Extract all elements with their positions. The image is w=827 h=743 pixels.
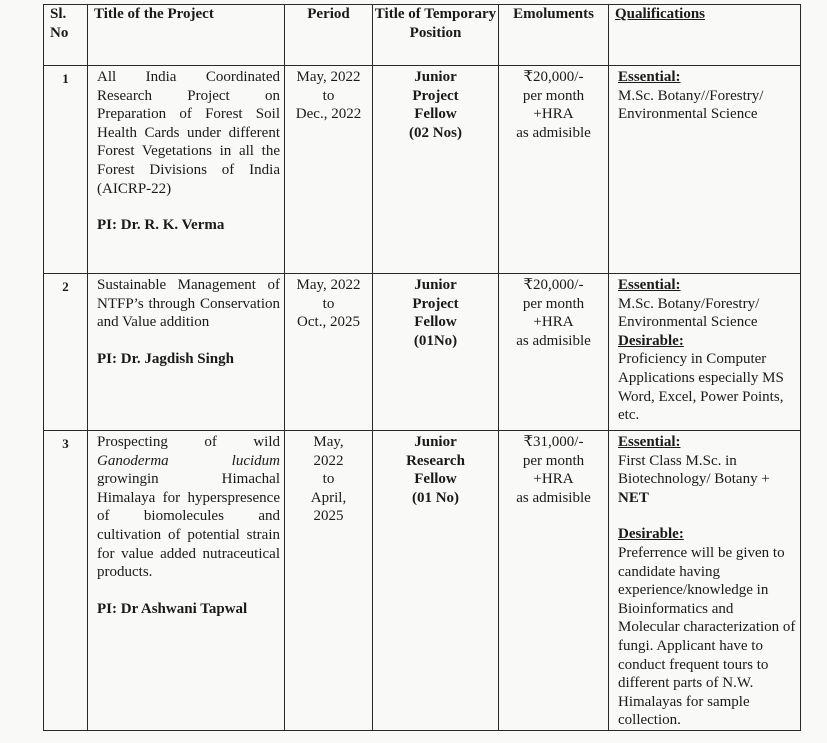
period-start-year: 2022 xyxy=(313,452,344,469)
emolument-amount: ₹20,000/- xyxy=(523,277,584,293)
period-start: May, xyxy=(313,434,344,450)
principal-investigator: PI: Dr. R. K. Verma xyxy=(97,217,225,234)
header-row xyxy=(44,5,801,66)
header-sl-no: Sl. No xyxy=(44,5,88,66)
essential-label: Essential: xyxy=(618,277,681,293)
project-positions-table xyxy=(43,4,801,731)
header-qualifications: Qualifications xyxy=(609,5,801,66)
emolument-admissible: as admisible xyxy=(516,489,591,506)
position-cell xyxy=(373,274,499,431)
essential-text: M.Sc. Botany//Forestry/ Environmental Science xyxy=(618,87,764,123)
period-cell xyxy=(285,274,373,431)
qualifications-cell xyxy=(609,66,801,274)
period-cell xyxy=(285,66,373,274)
emolument-admissible: as admisible xyxy=(516,332,591,349)
table-row xyxy=(44,66,801,274)
project-title-line: Prospecting of wild xyxy=(97,434,280,450)
qualifications-cell xyxy=(609,431,801,731)
emolument-hra: +HRA xyxy=(533,471,574,488)
emolument-amount: ₹20,000/- xyxy=(523,69,584,85)
essential-text: First Class M.Sc. in Biotechnology/ Botany + xyxy=(618,452,770,488)
essential-label: Essential: xyxy=(618,434,681,450)
emoluments-cell xyxy=(499,274,609,431)
spacer xyxy=(618,507,796,525)
header-position: Title of Temporary Position xyxy=(373,5,499,66)
emoluments-cell xyxy=(499,431,609,731)
project-title-cell xyxy=(88,274,285,431)
row-sl-no: 2 xyxy=(44,274,88,431)
emolument-per: per month xyxy=(522,295,585,312)
emoluments-cell xyxy=(499,66,609,274)
emolument-admissible: as admisible xyxy=(516,124,591,141)
emolument-per: per month xyxy=(522,452,585,469)
principal-investigator: PI: Dr. Jagdish Singh xyxy=(97,350,234,367)
period-to: to xyxy=(322,471,335,488)
row-sl-no: 1 xyxy=(44,66,88,274)
period-to: to xyxy=(322,87,335,104)
project-title: All India Coordinated Research Project on Preparation of Forest Soil Health Cards under different Forest Vegetations in all the Forest Divisions of India (AICRP-22) xyxy=(97,69,280,197)
period-end: Oct., 2025 xyxy=(297,314,360,331)
period-start: May, 2022 xyxy=(296,69,361,85)
project-title-cell xyxy=(88,66,285,274)
emolument-per: per month xyxy=(522,87,585,104)
project-title: Sustainable Management of NTFP’s through Conservation and Value addition xyxy=(97,277,280,331)
period-to: to xyxy=(322,295,335,312)
desirable-label: Desirable: xyxy=(618,332,684,349)
header-project-title: Title of the Project xyxy=(88,5,285,66)
project-title-rest: growingin Himachal Himalaya for hyperspresence of biomolecules and cultivation of potential strain for value added nutraceutical products. xyxy=(97,471,280,581)
desirable-text: Proficiency in Computer Applications especially MS Word, Excel, Power Points, etc. xyxy=(618,351,784,424)
emolument-amount: ₹31,000/- xyxy=(523,434,584,450)
table-row xyxy=(44,274,801,431)
period-end-year: 2025 xyxy=(313,508,344,525)
project-title-cell xyxy=(88,431,285,731)
position-vacancies: (02 Nos) xyxy=(409,124,462,141)
qualifications-cell xyxy=(609,274,801,431)
emolument-hra: +HRA xyxy=(533,314,574,331)
position-vacancies: (01 No) xyxy=(411,489,460,506)
position-title: Junior Project Fellow xyxy=(412,277,459,331)
essential-text: M.Sc. Botany/Forestry/ Environmental Science xyxy=(618,295,760,331)
period-end: April, xyxy=(310,489,347,506)
desirable-text: Preferrence will be given to candidate having experience/knowledge in Bioinformatics and Molecular characterization of fungi. Applicant have to conduct frequent tours to different parts of N.W. Himalayas for sample collection. xyxy=(618,544,796,729)
desirable-label: Desirable: xyxy=(618,526,684,543)
period-cell xyxy=(285,431,373,731)
essential-net: NET xyxy=(618,489,649,506)
position-cell xyxy=(373,66,499,274)
row-sl-no: 3 xyxy=(44,431,88,731)
header-period: Period xyxy=(285,5,373,66)
table-row xyxy=(44,431,801,731)
emolument-hra: +HRA xyxy=(533,106,574,123)
position-title: Junior Project Fellow xyxy=(412,69,459,123)
principal-investigator: PI: Dr Ashwani Tapwal xyxy=(97,600,248,617)
project-species-name: Ganoderma lucidum xyxy=(97,452,280,469)
position-cell xyxy=(373,431,499,731)
period-end: Dec., 2022 xyxy=(295,106,362,123)
position-vacancies: (01No) xyxy=(413,332,458,349)
period-start: May, 2022 xyxy=(296,277,361,293)
project-title xyxy=(97,433,280,582)
header-emoluments: Emoluments xyxy=(499,5,609,66)
essential-label: Essential: xyxy=(618,69,681,85)
position-title: Junior Research Fellow xyxy=(406,434,465,488)
